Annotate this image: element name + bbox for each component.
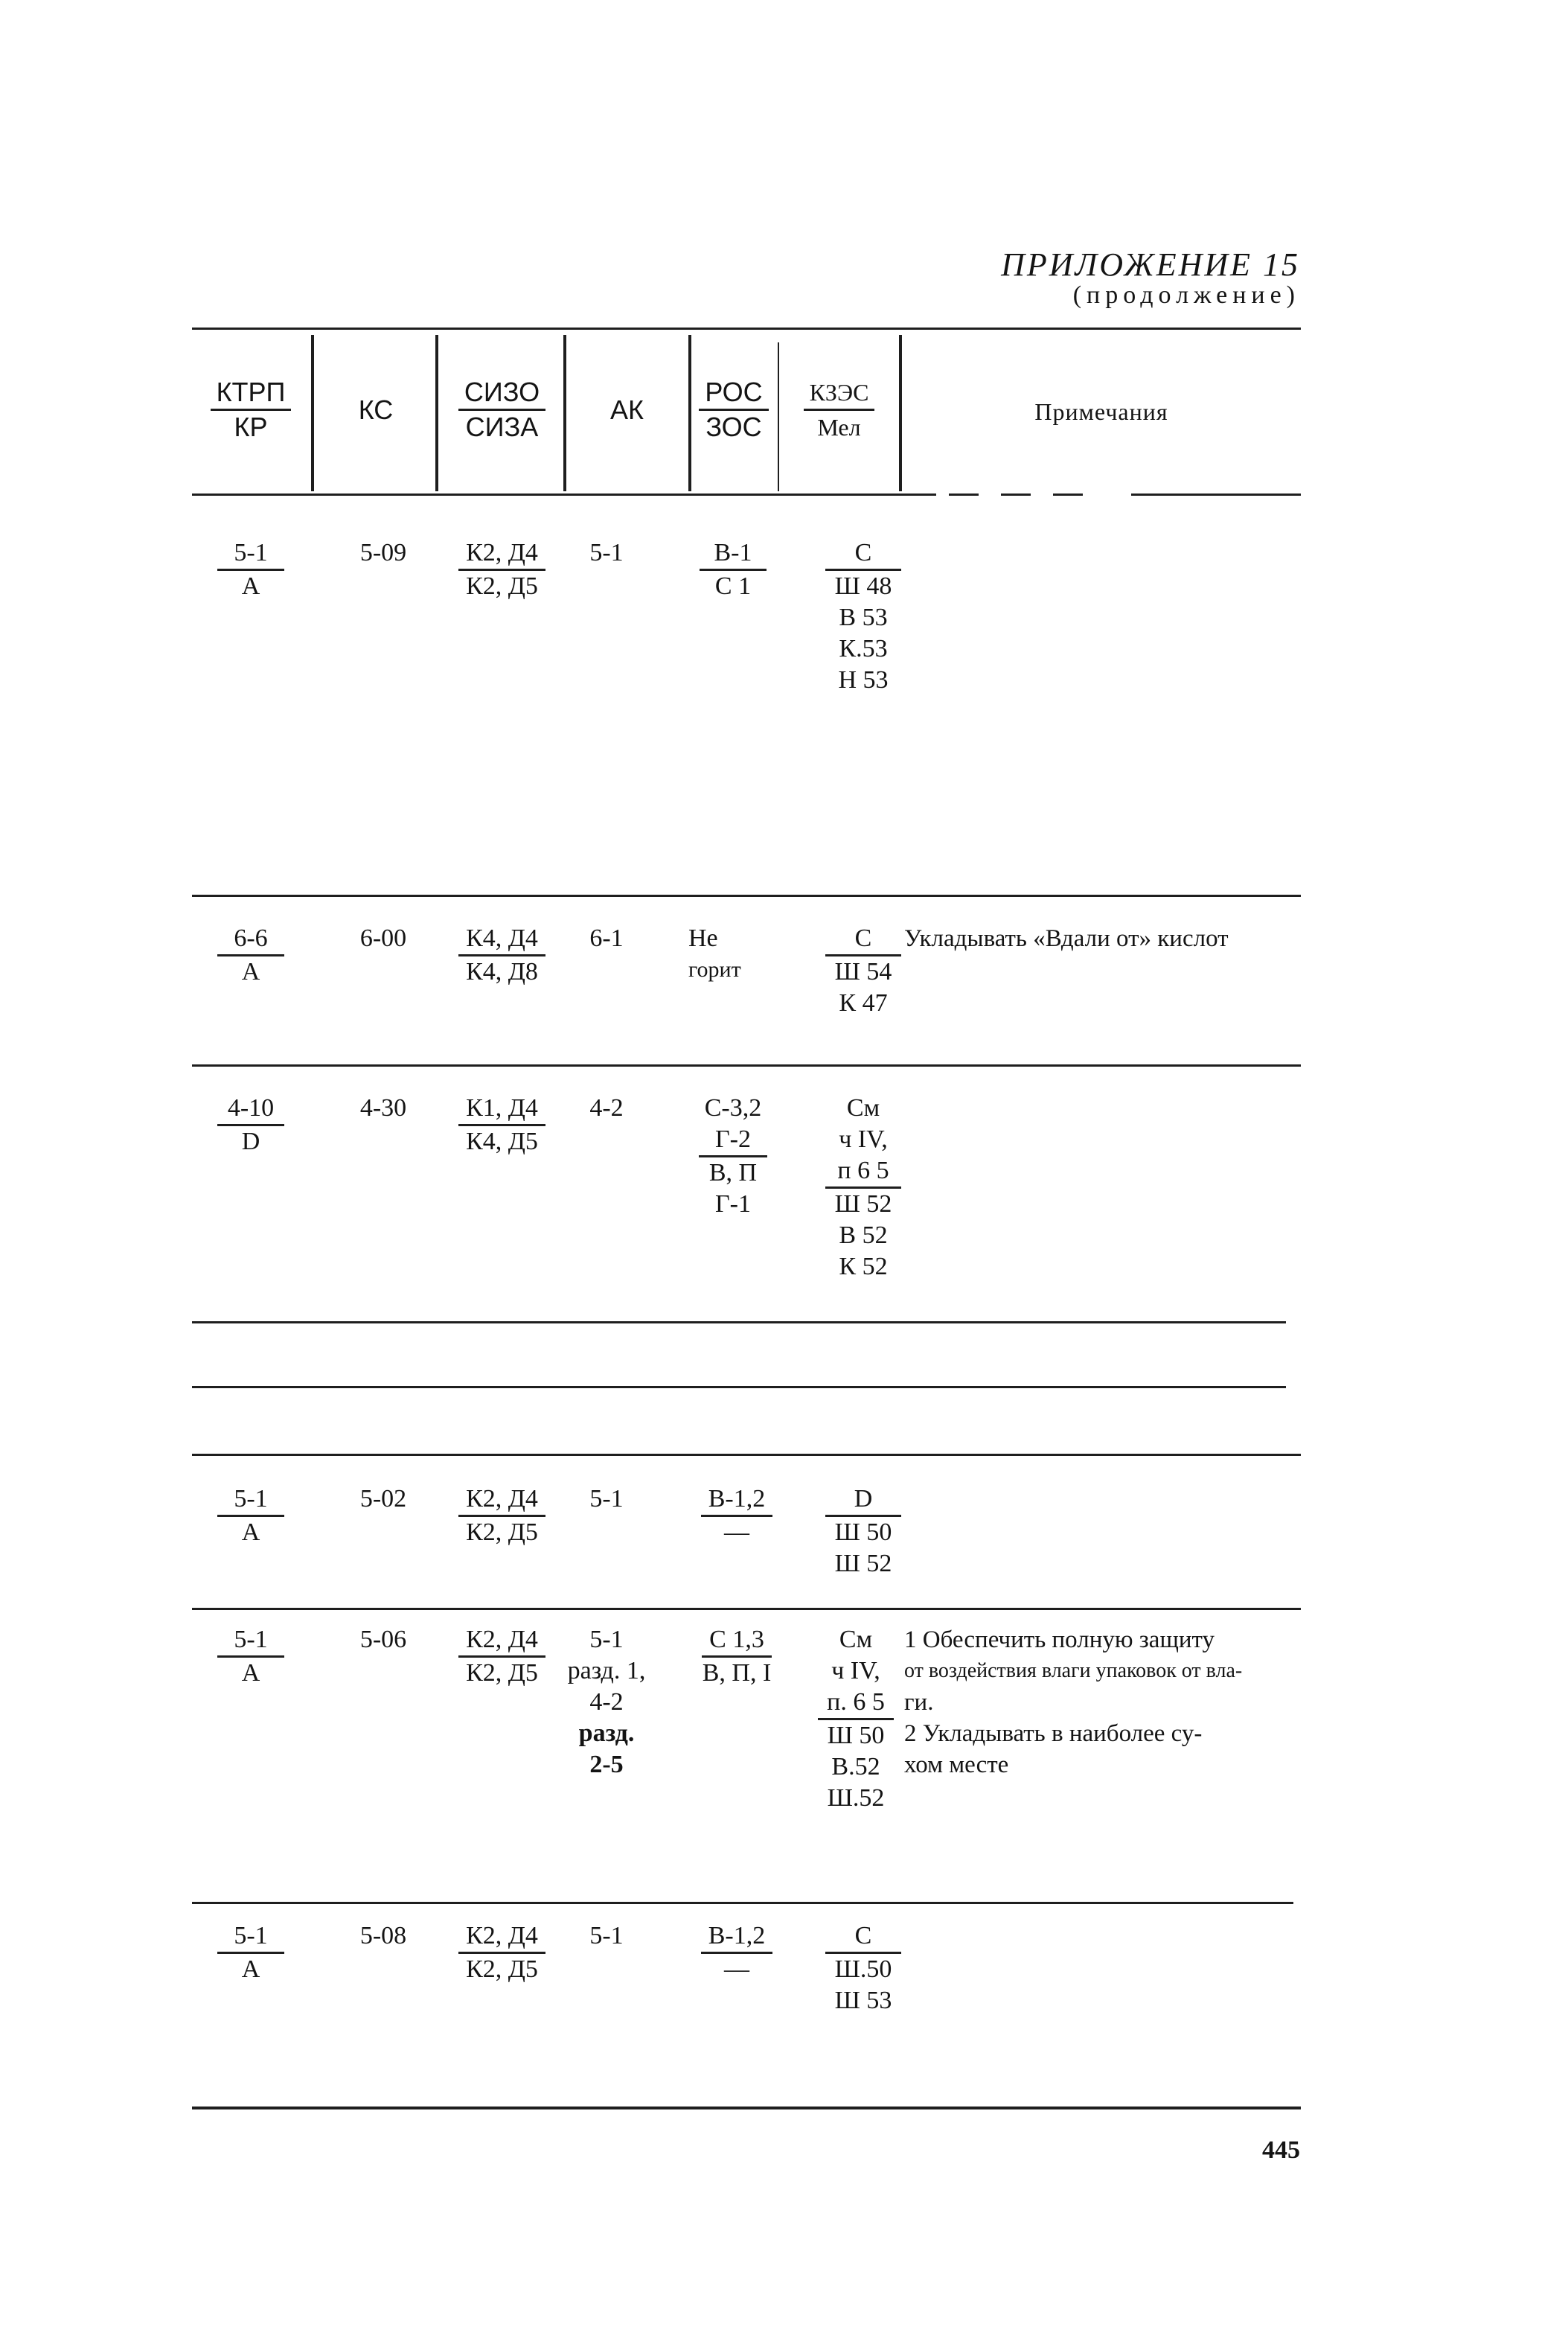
row4-sizo: К2, Д4 — [458, 1483, 545, 1517]
row2-ros — [688, 923, 778, 986]
row6-mel-line: Ш.50 — [834, 1955, 892, 1983]
row1-ktrp: 5-1 — [217, 537, 284, 571]
row1-ak-line: 5-1 — [589, 539, 624, 566]
col-header-ktrp: КТРП — [211, 376, 292, 411]
row2-ktrp-kr — [195, 923, 307, 988]
row4-mel-line: Ш 50 — [834, 1518, 892, 1546]
row1-ks: 5-09 — [359, 539, 407, 566]
row4-ks: 5-02 — [359, 1485, 407, 1513]
row6-ktrp: 5-1 — [217, 1920, 284, 1954]
row5-ktrp: 5-1 — [217, 1624, 284, 1658]
row5-note-line: 2 Укладывать в наиболее су- — [904, 1720, 1203, 1747]
row4-kzes-mel — [811, 1483, 915, 1580]
row5-ak-line: разд. — [578, 1719, 635, 1747]
col-header-mel: Мел — [817, 414, 861, 441]
row6-siza: К2, Д5 — [466, 1955, 538, 1983]
row6-ks: 5-08 — [359, 1922, 407, 1949]
row2-mel-line: К 47 — [839, 989, 888, 1017]
row5-kzes-line: ч IV, — [831, 1657, 880, 1684]
row4-ktrp: 5-1 — [217, 1483, 284, 1517]
table-top-rule — [192, 328, 1301, 330]
row1-mel-line: К.53 — [839, 635, 888, 662]
row6-sizo-siza — [441, 1920, 563, 1985]
row4-mel-line: Ш 52 — [834, 1550, 892, 1577]
row3-mel-line: К 52 — [839, 1253, 888, 1280]
row1-mel-line: В 53 — [839, 604, 888, 631]
row4-siza: К2, Д5 — [466, 1518, 538, 1546]
row2-sizo: К4, Д4 — [458, 923, 545, 956]
row3-zos-line: В, П — [708, 1159, 758, 1186]
row3-ak — [562, 1093, 651, 1124]
row1-sizo-siza — [441, 537, 563, 602]
row1-ros: В-1 — [700, 537, 767, 571]
row6-ak — [562, 1920, 651, 1952]
row1-siza: К2, Д5 — [466, 572, 538, 600]
row2-kzes: С — [825, 923, 901, 956]
row5-ak-line: 5-1 — [589, 1626, 624, 1653]
row5-note-line: ги. — [904, 1689, 934, 1716]
row3-ktrp-kr — [195, 1093, 307, 1157]
row3-kzes-line: ч IV, — [839, 1125, 888, 1153]
col-header-kzes: КЗЭС — [804, 376, 875, 411]
row2-ak — [562, 923, 651, 954]
row3-kzes-mel — [811, 1093, 915, 1283]
row6-ak-line: 5-1 — [589, 1922, 624, 1949]
row1-ros-zos — [688, 537, 778, 602]
row3-ak-line: 4-2 — [589, 1094, 624, 1122]
row3-siza: К4, Д5 — [466, 1128, 538, 1155]
row6-kr: А — [241, 1955, 260, 1983]
table-header-rule-right — [1131, 494, 1301, 496]
row3-kr: D — [241, 1128, 260, 1155]
row3-sizo: К1, Д4 — [458, 1093, 545, 1126]
row3-mel-line: В 52 — [839, 1221, 888, 1249]
row4-ktrp-kr — [195, 1483, 307, 1548]
row5-ak-line: 2-5 — [589, 1751, 624, 1778]
row2-ak-line: 6-1 — [589, 924, 624, 952]
row2-kr: А — [241, 958, 260, 986]
row5-ak-line: 4-2 — [589, 1688, 624, 1716]
appendix-subtitle: (продолжение) — [1072, 281, 1300, 309]
row-rule — [192, 895, 1301, 897]
row4-ros-zos — [688, 1483, 785, 1548]
row5-kzes-mel — [804, 1624, 908, 1814]
row5-note-line: от воздействия влаги упаковок от вла- — [904, 1659, 1243, 1682]
col-header-sizo-siza — [444, 376, 560, 444]
col-header-kzes-mel — [781, 376, 897, 444]
row3-sizo-siza — [441, 1093, 563, 1157]
row-rule — [192, 1454, 1301, 1456]
row6-kzes: С — [825, 1920, 901, 1954]
row5-ak — [551, 1624, 662, 1780]
col-sep-4 — [688, 335, 691, 491]
row3-mel-line: Ш 52 — [834, 1190, 892, 1218]
row5-note-line: хом месте — [904, 1751, 1009, 1778]
row1-kr: А — [241, 572, 260, 600]
row3-ros-line: Г-2 — [699, 1124, 767, 1157]
row3-ros-line: С-3,2 — [704, 1094, 762, 1122]
row6-ros: В-1,2 — [701, 1920, 773, 1954]
row5-note-line: 1 Обеспечить полную защиту — [904, 1626, 1215, 1653]
row1-kzes-mel — [811, 537, 915, 696]
row1-sizo: К2, Д4 — [458, 537, 545, 571]
appendix-title: ПРИЛОЖЕНИЕ 15 — [1001, 246, 1300, 283]
col-sep-3 — [563, 335, 566, 491]
row5-mel-line: Ш.52 — [827, 1784, 885, 1812]
row6-zos: — — [724, 1955, 749, 1983]
row4-ak — [562, 1483, 651, 1515]
row5-sizo: К2, Д4 — [458, 1624, 545, 1658]
col-header-ak: АК — [610, 395, 644, 425]
row3-kzes-line: См — [846, 1094, 880, 1122]
table-bottom-rule — [192, 2107, 1301, 2109]
row-rule — [192, 1321, 1286, 1323]
row4-kzes: D — [825, 1483, 901, 1517]
page-number: 445 — [1262, 2136, 1300, 2164]
row-rule — [192, 1608, 1301, 1610]
row2-ktrp: 6-6 — [217, 923, 284, 956]
row2-ros-line: Не — [688, 924, 718, 952]
row6-ktrp-kr — [195, 1920, 307, 1985]
row1-kzes: С — [825, 537, 901, 571]
row5-siza: К2, Д5 — [466, 1659, 538, 1687]
row5-kzes-line: п. 6 5 — [818, 1687, 894, 1720]
row4-zos: — — [724, 1518, 749, 1546]
row-rule — [192, 1386, 1286, 1388]
row3-ks: 4-30 — [359, 1094, 407, 1122]
col-header-ros-zos — [692, 376, 775, 444]
row1-ak — [562, 537, 651, 569]
row5-mel-line: Ш 50 — [827, 1722, 885, 1749]
row5-ros: С 1,3 — [702, 1624, 772, 1658]
row2-mel-line: Ш 54 — [834, 958, 892, 986]
row1-mel-line: Ш 48 — [834, 572, 892, 600]
row2-kzes-mel — [811, 923, 915, 1019]
col-header-zos: ЗОС — [705, 412, 762, 442]
row2-ks: 6-00 — [359, 924, 407, 952]
row3-zos-line: Г-1 — [715, 1190, 751, 1218]
col-header-ks: КС — [358, 395, 394, 425]
col-sep-1 — [311, 335, 314, 491]
row3-kzes-line: п 6 5 — [825, 1155, 901, 1189]
row1-ktrp-kr — [195, 537, 307, 602]
col-sep-6 — [899, 335, 902, 491]
row5-kzes-line: См — [839, 1626, 873, 1653]
row2-sizo-siza — [441, 923, 563, 988]
col-header-notes: Примечания — [1034, 398, 1168, 425]
row5-kr: А — [241, 1659, 260, 1687]
row6-kzes-mel — [811, 1920, 915, 2016]
row4-ak-line: 5-1 — [589, 1485, 624, 1513]
row5-ros-zos — [688, 1624, 785, 1689]
col-sep-5 — [778, 342, 779, 491]
col-header-siza: СИЗА — [465, 412, 539, 442]
row-rule — [192, 1064, 1301, 1067]
row5-mel-line: В.52 — [831, 1753, 880, 1780]
row3-ros-zos — [688, 1093, 778, 1220]
row2-note: Укладывать «Вдали от» кислот — [904, 925, 1229, 952]
table-header-rule-dashed — [949, 494, 1098, 496]
row5-sizo-siza — [441, 1624, 563, 1689]
row1-mel-line: Н 53 — [838, 666, 889, 694]
row4-kr: А — [241, 1518, 260, 1546]
col-header-ktrp-kr — [195, 376, 307, 444]
col-header-sizo: СИЗО — [458, 376, 545, 411]
row-rule — [192, 1902, 1293, 1904]
row4-ros: В-1,2 — [701, 1483, 773, 1517]
table-header-rule — [192, 494, 936, 496]
row1-zos: С 1 — [714, 572, 752, 600]
row5-ktrp-kr — [195, 1624, 307, 1689]
row5-ak-line: разд. 1, — [567, 1657, 646, 1684]
row2-siza: К4, Д8 — [466, 958, 538, 986]
col-sep-2 — [435, 335, 438, 491]
row2-ros-line: горит — [688, 957, 741, 982]
row6-mel-line: Ш 53 — [834, 1987, 892, 2014]
row6-ros-zos — [688, 1920, 785, 1985]
row5-zos: В, П, I — [702, 1659, 772, 1687]
row5-notes — [904, 1624, 1306, 1780]
row3-ktrp: 4-10 — [217, 1093, 284, 1126]
col-header-ros: РОС — [699, 376, 768, 411]
row6-sizo: К2, Д4 — [458, 1920, 545, 1954]
row4-sizo-siza — [441, 1483, 563, 1548]
col-header-kr: КР — [234, 412, 268, 442]
row5-ks: 5-06 — [359, 1626, 407, 1653]
